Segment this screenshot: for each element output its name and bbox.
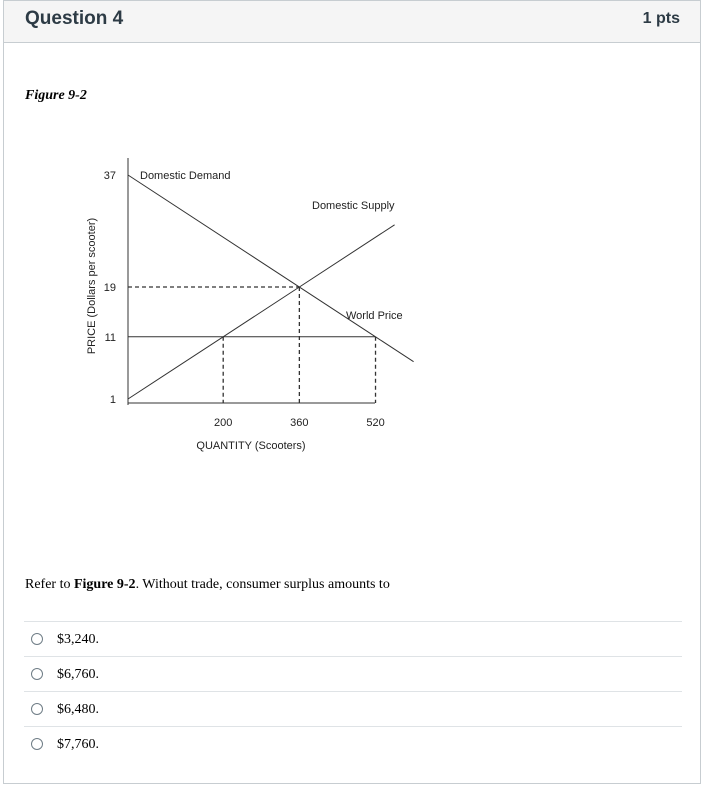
supply-curve-label: Domestic Supply (312, 200, 395, 212)
question-body: . Without trade, consumer surplus amounts to (135, 577, 390, 592)
answer-label[interactable]: $7,760. (57, 737, 99, 752)
answer-list (24, 621, 682, 761)
answer-label[interactable]: $3,240. (57, 632, 99, 647)
x-tick-label: 360 (290, 417, 309, 429)
question-points: 1 pts (642, 10, 680, 27)
x-axis-title: QUANTITY (Scooters) (196, 440, 306, 452)
x-tick-label: 200 (214, 417, 233, 429)
answer-label[interactable]: $6,480. (57, 702, 99, 717)
demand-curve-label: Domestic Demand (140, 170, 231, 182)
question-title: Question 4 (25, 8, 124, 29)
radio-button[interactable] (31, 633, 43, 645)
question-prefix: Refer to (25, 577, 74, 592)
y-axis-title: PRICE (Dollars per scooter) (86, 217, 98, 355)
radio-button[interactable] (31, 668, 43, 680)
x-tick-label: 520 (366, 417, 385, 429)
question-text (25, 577, 390, 593)
y-tick-label: 19 (103, 282, 116, 294)
question-card (3, 0, 701, 784)
radio-button[interactable] (31, 738, 43, 750)
answer-label[interactable]: $6,760. (57, 667, 99, 682)
answer-option[interactable] (24, 656, 682, 691)
world-price-label: World Price (346, 310, 403, 322)
answer-option[interactable] (24, 691, 682, 726)
y-tick-label: 1 (109, 394, 116, 406)
y-tick-label: 37 (103, 170, 116, 182)
figure-chart (7, 1, 697, 471)
answer-option[interactable] (24, 621, 682, 656)
y-tick-label: 11 (104, 331, 116, 344)
radio-button[interactable] (31, 703, 43, 715)
answer-option[interactable] (24, 726, 682, 761)
figure-caption: Figure 9-2 (25, 88, 87, 103)
question-figure-ref: Figure 9-2 (73, 577, 136, 592)
